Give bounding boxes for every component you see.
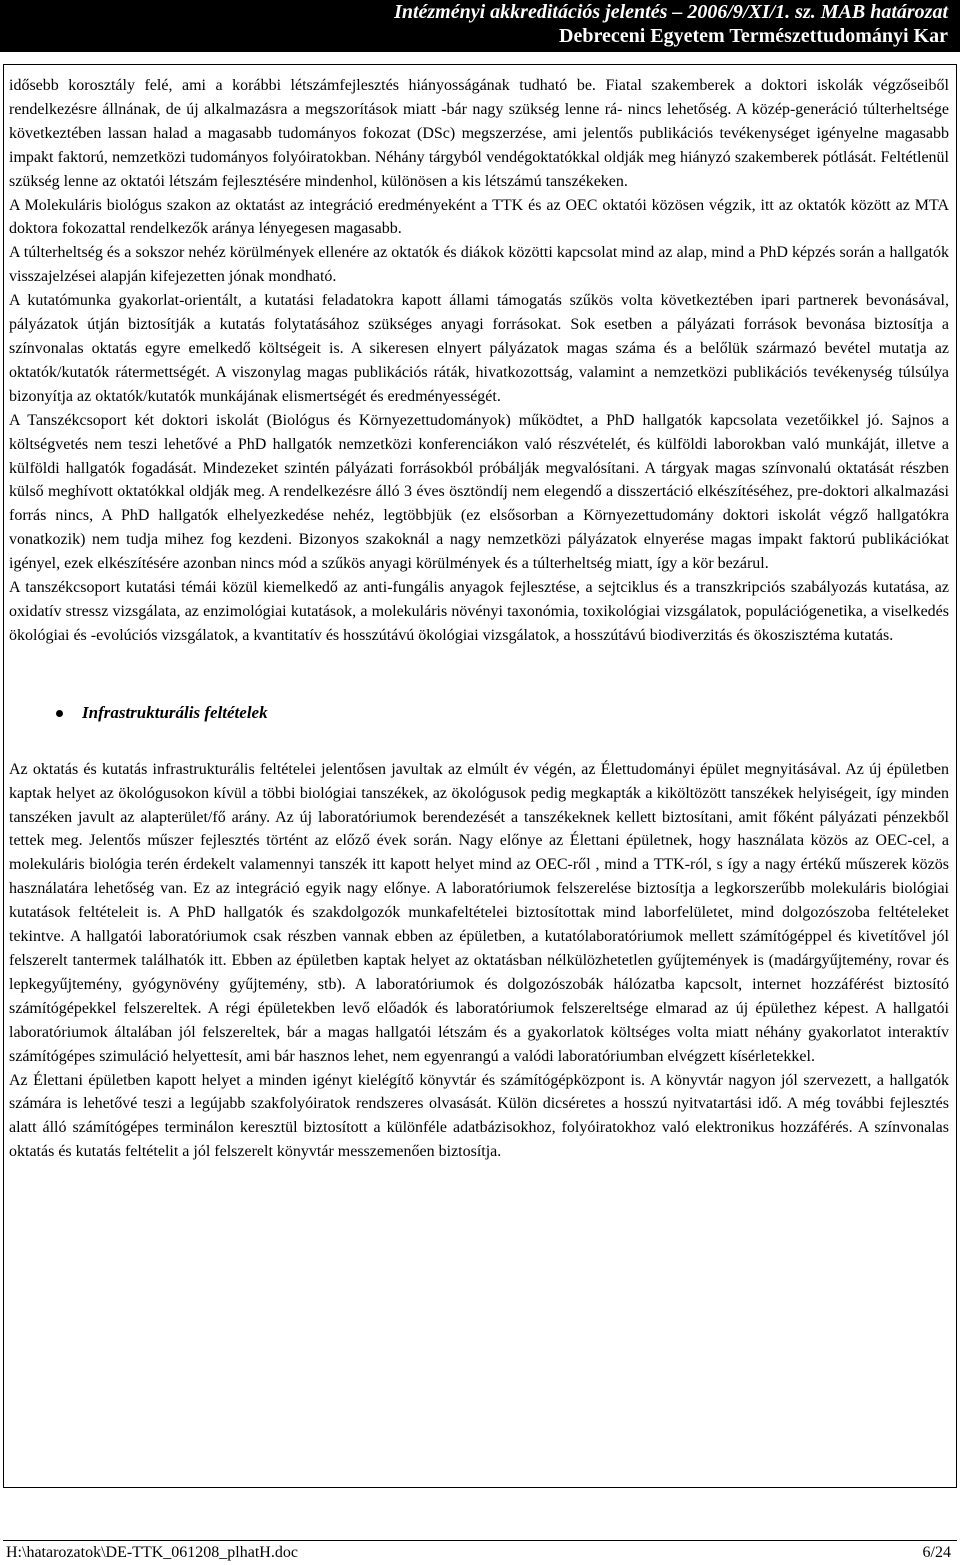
body-paragraph: Az Élettani épületben kapott helyet a minden igényt kielégítő könyvtár és számítógépközpont is. A könyvtár nagyon jól szervezett, a hallgatók számára is lehetővé teszi a legújabb szakfolyóiratok rendszeres olvasását. Külön dicséretes a hosszú nyitvatartási idő. A még további fejlesztés alatt álló számítógépes terminálon keresztül biztosított a különféle adatbázisokhoz, folyóiratokhoz való elektronikus hozzáférés. A színvonalas oktatás és kutatás feltételit a jól felszerelt könyvtár messzemenően biztosítja. bbox=[9, 1071, 949, 1161]
footer-file-path: H:\hatarozatok\DE-TTK_061208_plhatH.doc bbox=[6, 1544, 298, 1561]
body-paragraph: A túlterheltség és a sokszor nehéz körülmények ellenére az oktatók és diákok közötti kapcsolat mind az alap, mind a PhD képzés során a hallgatók visszajelzései alapján kifejezetten jónak mondható. bbox=[9, 244, 949, 286]
body-paragraph: A Molekuláris biológus szakon az oktatást az integráció eredményeként a TTK és az OEC oktatói közösen végzik, itt az oktatók között az MTA doktora fokozattal rendelkezők aránya lényegesen magasabb. bbox=[9, 196, 949, 238]
document-body bbox=[9, 74, 949, 1164]
body-paragraph: A tanszékcsoport kutatási témái közül kiemelkedő az anti-fungális anyagok fejlesztése, a sejtciklus és a transzkripciós szabályozás kutatása, az oxidatív stressz vizsgálata, az enzimológiai kutatások, a molekuláris növényi taxonómia, toxikológiai vizsgálatok, populációgenetika, a viselkedés ökológiai és -evolúciós vizsgálatok, a kvantitatív és hosszútávú ökológiai vizsgálatok, a hosszútávú biodiverzitás és ökoszisztéma kutatás. bbox=[9, 579, 949, 644]
footer-divider bbox=[3, 1540, 957, 1541]
header-subtitle: Debreceni Egyetem Természettudományi Kar bbox=[559, 25, 948, 47]
body-paragraph: idősebb korosztály felé, ami a korábbi létszámfejlesztés hiányosságának tudható be. Fiatal szakemberek a doktori iskolák végzőseiből rendelkezésre állnának, de új alkalmazásra a megszorítások miatt -bár nagy szükség lenne rá- nincs lehetőség. A közép-generáció túlterheltsége következtében lassan halad a magasabb tudományos fokozat (DSc) megszerzése, ami jelentős publikációs tevékenységet igényelne magasabb impakt faktorú, nemzetközi tudományos folyóiratokban. Néhány tárgyból vendégoktatókkal oldják meg hiányzó szakemberek pótlását. Feltétlenül szükség lenne az oktatói létszám fejlesztésére mindenhol, különösen a kis létszámú tanszékeken. bbox=[9, 77, 949, 190]
body-paragraph: A kutatómunka gyakorlat-orientált, a kutatási feladatokra kapott állami támogatás szűkös volta következtében ipari partnerek bevonásával, pályázatok útján biztosítják a kutatás folytatásához szükséges anyagi forrásokat. Sok esetben a pályázati források bevonása biztosítja a színvonalas oktatás egyre emelkedő költségeit is. A sikeresen elnyert pályázatok magas száma és a belőlük származó bevétel mutatja az oktatók/kutatók rátermettségét. A viszonylag magas publikációs ráták, hivatkozottság, valamint a nemzetközi publikációs tevékenység túlsúlya bizonyítja az oktatók/kutatók munkájának elismertségét és eredményességét. bbox=[9, 292, 949, 405]
section-heading bbox=[9, 701, 949, 725]
body-paragraph: Az oktatás és kutatás infrastrukturális feltételei jelentősen javultak az elmúlt év végén, az Élettudományi épület megnyitásával. Az új épületben kaptak helyet az ökológusokon kívül a többi biológiai tanszékek, az ökológusok pedig megkapták a kiköltözött tanszékek helyiségeit, így minden tanszéken javult az alapterület/fő arány. Az új laboratóriumok berendezését a tanszékeknek kellett biztosítani, amit főként pályázati pénzekből tettek meg. Jelentős műszer fejlesztés történt az előző évek során. Nagy előnye az Élettani épületnek, hogy használata közös az OEC-cel, a molekuláris biológia terén érdekelt valamennyi tanszék itt kapott helyet mind az OEC-ről , mind a TTK-ról, s így a nagy értékű műszerek közös használatára lehetőség van. Ez az integráció egyik nagy előnye. A laboratóriumok felszerelése biztosítja a legkorszerűbb molekuláris biológiai kutatások feltételeit is. A PhD hallgatók és szakdolgozók munkafeltételei biztosítottak mind laborfelületet, mind dolgozószoba feltételeket tekintve. A hallgatói laboratóriumok csak részben vannak ebben az épületben, a kutatólaboratóriumok mellett számítógéppel és kivetítővel jól felszerelt tantermek találhatók itt. Ebben az épületben kaptak helyet az oktatásban nélkülözhetetlen gyűjtemények is (madárgyűjtemény, rovar és lepkegyűjtemény, gyógynövény gyűjtemény, stb). A laboratóriumok és dolgozószobák hálózatba kapcsolt, internet hozzáférést biztosító számítógépekkel felszereltek. A régi épületekben levő előadók és laboratóriumok felszereltsége elmarad az új épülethez képest. A hallgatói laboratóriumok általában jól felszereltek, bár a magas hallgatói létszám és a gyakorlatok költséges volta miatt néhány gyakorlatot interaktív számítógépes szimuláció helyettesít, ami bár hasznos lehet, nem egyenrangú a valódi laboratóriumban elvégzett kísérletekkel. bbox=[9, 760, 949, 1065]
body-paragraph: A Tanszékcsoport két doktori iskolát (Biológus és Környezettudományok) működtet, a PhD hallgatók kapcsolata vezetőikkel jó. Sajnos a költségvetés nem teszi lehetővé a PhD hallgatók nemzetközi konferenciákon való részvételét, és külföldi laborokban való munkáját, illetve a külföldi hallgatók fogadását. Mindezeket szintén pályázati forrásokból próbálják megvalósítani. A tárgyak magas színvonalú oktatását részben külső meghívott oktatókkal oldják meg. A rendelkezésre álló 3 éves ösztöndíj nem elegendő a disszertáció elkészítéséhez, pre-doktori alkalmazási forrás nincs, A PhD hallgatók elhelyezkedése nehéz, legtöbbjük (ez elsősorban a Környezettudomány doktori iskolát végző hallgatókra vonatkozik) nem tudja mihez fog kezdeni. Bizonyos szakoknál a nagy nemzetközi pályázatok elnyerése magas impakt faktorú publikációkat igényel, ezek elkészítésére azonban nincs mód a szűkös anyagi körülmények és a túlterheltség miatt, így a kör bezárul. bbox=[9, 411, 949, 573]
page-header bbox=[0, 0, 960, 52]
footer-page-number: 6/24 bbox=[922, 1544, 951, 1561]
bullet-icon bbox=[56, 710, 63, 717]
header-title: Intézményi akkreditációs jelentés – 2006/9/XI/1. sz. MAB határozat bbox=[394, 1, 948, 23]
section-heading-text: Infrastrukturális feltételek bbox=[82, 702, 268, 722]
